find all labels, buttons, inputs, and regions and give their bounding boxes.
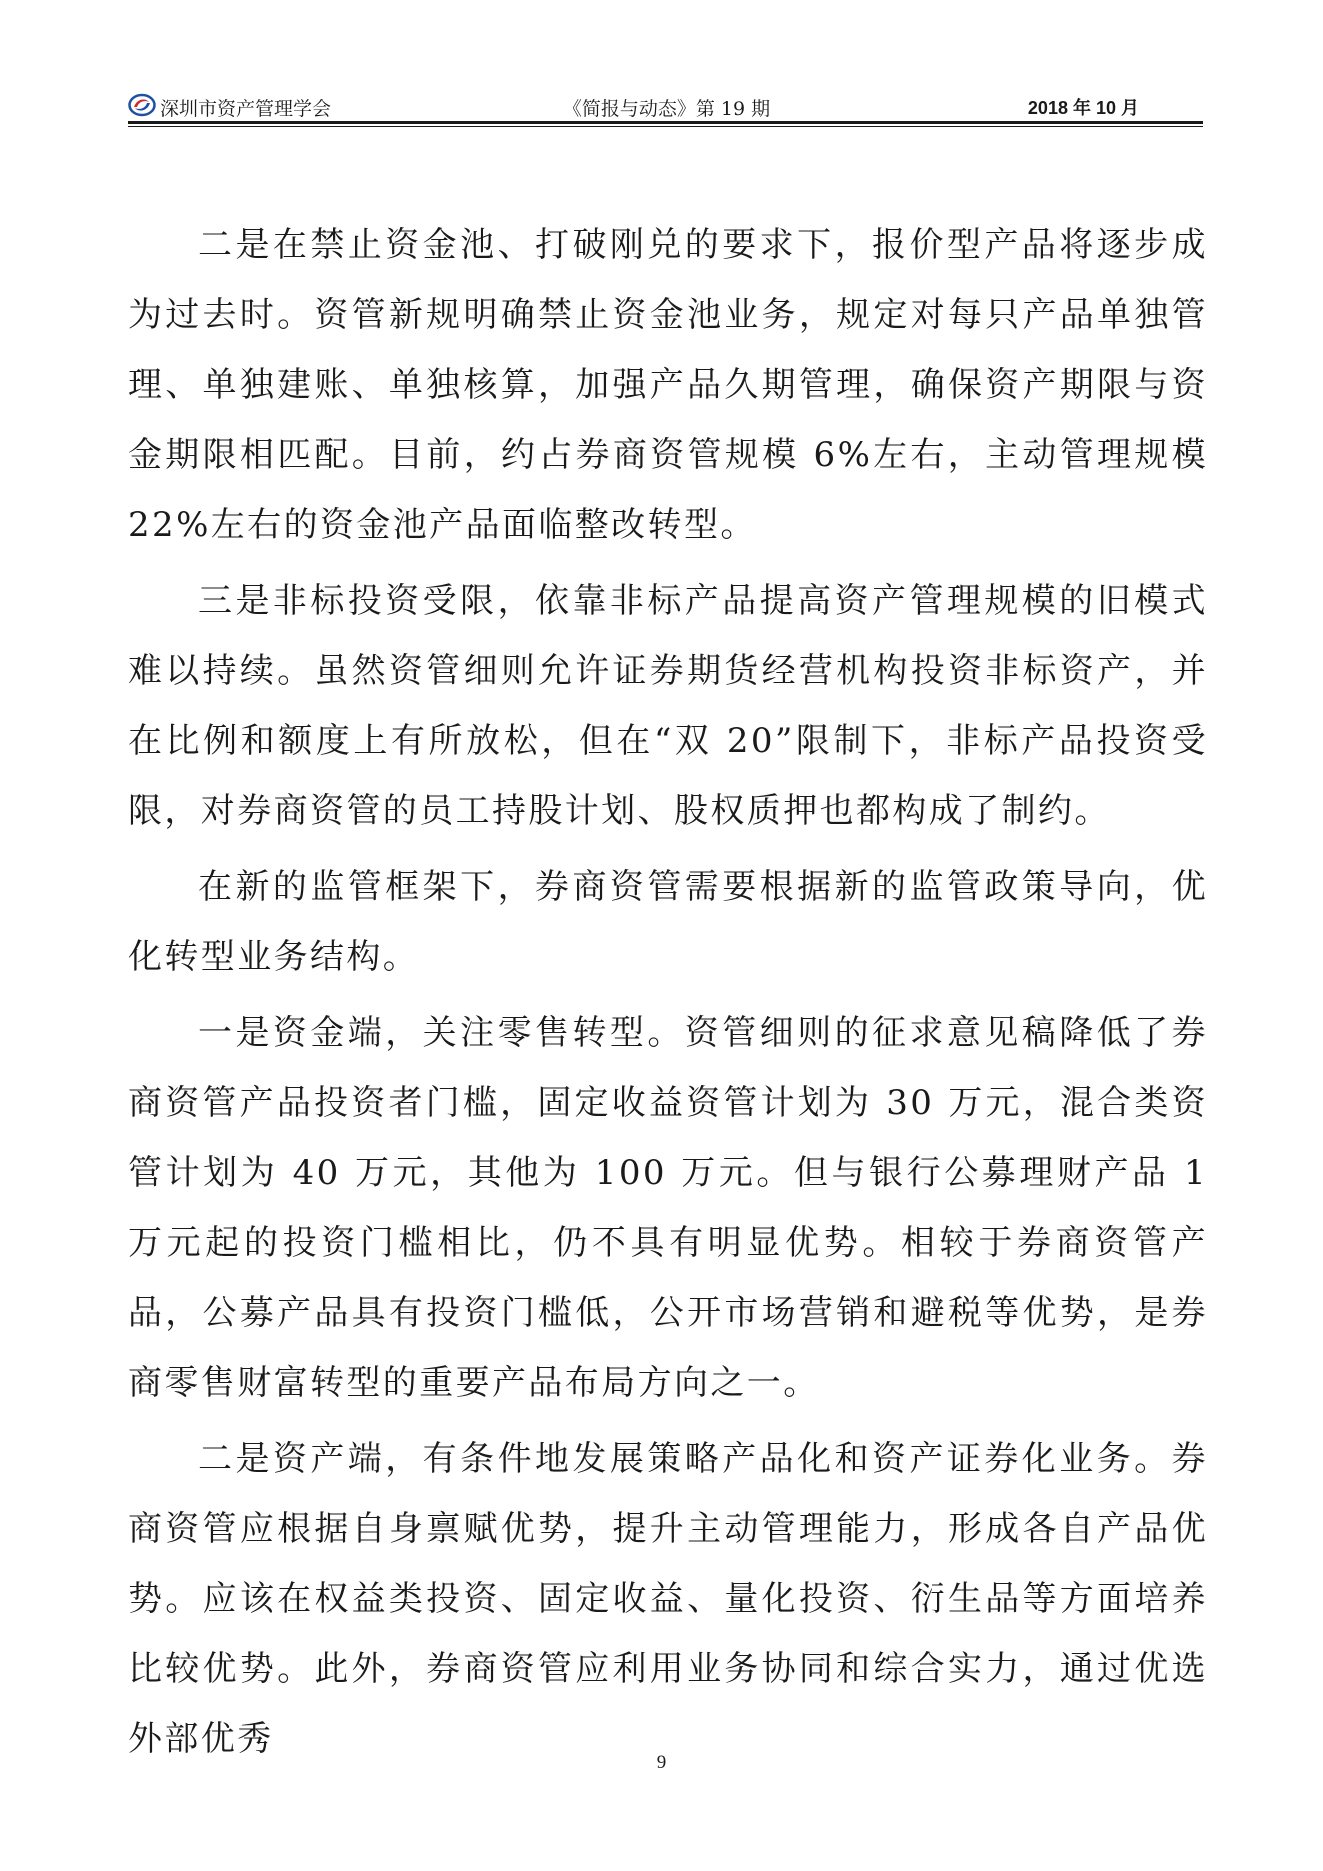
page-header (128, 92, 1203, 122)
org-name: 深圳市资产管理学会 (160, 98, 332, 120)
article-body (128, 210, 1208, 1780)
paragraph: 一是资金端，关注零售转型。资管细则的征求意见稿降低了券商资管产品投资者门槛，固定收益资管计划为 30 万元，混合类资管计划为 40 万元，其他为 100 万元。但与银行公募理财产品 1 万元起的投资门槛相比，仍不具有明显优势。相较于券商资管产品，公募产品具有投资门槛低，公开市场营销和避税等优势，是券商零售财富转型的重要产品布局方向之一。 (128, 1013, 1208, 1403)
paragraph: 二是资产端，有条件地发展策略产品化和资产证券化业务。券商资管应根据自身禀赋优势，提升主动管理能力，形成各自产品优势。应该在权益类投资、固定收益、量化投资、衍生品等方面培养比较优势。此外，券商资管应利用业务协同和综合实力，通过优选外部优秀 (128, 1439, 1208, 1759)
header-rule (128, 121, 1203, 124)
publication-title: 《简报与动态》第 19 期 (562, 98, 771, 120)
paragraph: 在新的监管框架下，券商资管需要根据新的监管政策导向，优化转型业务结构。 (128, 867, 1208, 977)
header-rule-thin (128, 126, 1203, 127)
paragraph: 三是非标投资受限，依靠非标产品提高资产管理规模的旧模式难以持续。虽然资管细则允许证券期货经营机构投资非标资产，并在比例和额度上有所放松，但在“双 20”限制下，非标产品投资受限，对券商资管的员工持股计划、股权质押也都构成了制约。 (128, 581, 1208, 831)
issue-date: 2018 年 10 月 (1027, 98, 1139, 118)
paragraph: 二是在禁止资金池、打破刚兑的要求下，报价型产品将逐步成为过去时。资管新规明确禁止资金池业务，规定对每只产品单独管理、单独建账、单独核算，加强产品久期管理，确保资产期限与资金期限相匹配。目前，约占券商资管规模 6%左右，主动管理规模 22%左右的资金池产品面临整改转型。 (128, 225, 1208, 545)
page-number: 9 (656, 1752, 667, 1773)
